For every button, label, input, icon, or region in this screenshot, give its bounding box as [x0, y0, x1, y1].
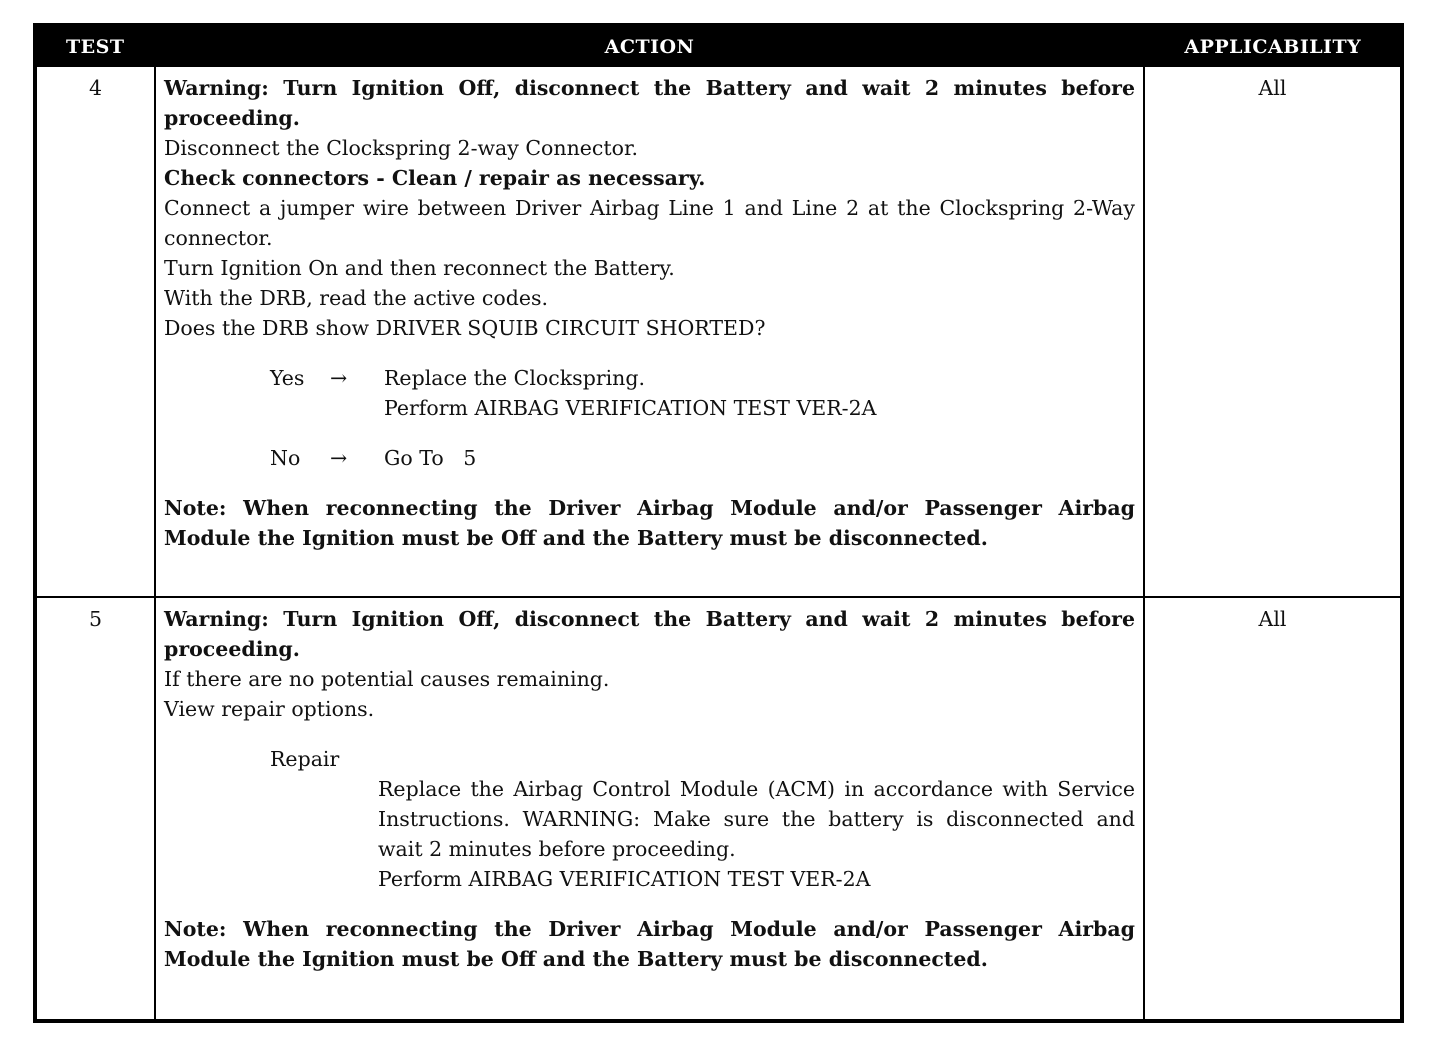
- action-line: With the DRB, read the active codes.: [164, 286, 549, 310]
- header-action: ACTION: [155, 25, 1144, 67]
- action-cell: [155, 67, 1144, 597]
- action-line: If there are no potential causes remaining.: [164, 667, 610, 691]
- action-line: Does the DRB show DRIVER SQUIB CIRCUIT SHORTED?: [164, 316, 766, 340]
- applicability-value: All: [1144, 597, 1402, 1021]
- check-text: Check connectors - Clean / repair as necessary.: [164, 166, 706, 190]
- action-line: Turn Ignition On and then reconnect the Battery.: [164, 256, 675, 280]
- header-row: [35, 25, 1402, 67]
- warning-text: Warning: Turn Ignition Off, disconnect the Battery and wait 2 minutes before proceeding.: [164, 76, 1135, 130]
- header-test: TEST: [35, 25, 155, 67]
- no-branch: [164, 443, 1135, 473]
- arrow-icon: →: [330, 446, 348, 470]
- repair-perform: Perform AIRBAG VERIFICATION TEST VER-2A: [378, 867, 871, 891]
- no-label: No: [270, 446, 301, 470]
- yes-perform: Perform AIRBAG VERIFICATION TEST VER-2A: [384, 396, 877, 420]
- table-header: [35, 25, 1402, 67]
- repair-label: Repair: [270, 747, 340, 771]
- note-text: Note: When reconnecting the Driver Airbag Module and/or Passenger Airbag Module the Ignition must be Off and the Battery must be disconnected.: [164, 496, 1135, 550]
- note-text: Note: When reconnecting the Driver Airbag Module and/or Passenger Airbag Module the Ignition must be Off and the Battery must be disconnected.: [164, 917, 1135, 971]
- warning-text: Warning: Turn Ignition Off, disconnect the Battery and wait 2 minutes before proceeding.: [164, 607, 1135, 661]
- table-row: [35, 597, 1402, 1021]
- header-applicability: APPLICABILITY: [1144, 25, 1402, 67]
- yes-branch: [164, 363, 1135, 423]
- no-action: Go To 5: [384, 446, 477, 470]
- test-number: 4: [35, 67, 155, 597]
- table-row: [35, 67, 1402, 597]
- action-line: View repair options.: [164, 697, 375, 721]
- repair-text: Replace the Airbag Control Module (ACM) in accordance with Service Instructions. WARNING: Make sure the battery is disconnected and wait 2 minutes before proceeding.: [378, 777, 1135, 861]
- yes-action: Replace the Clockspring.: [384, 366, 646, 390]
- arrow-icon: →: [330, 366, 348, 390]
- action-line: Disconnect the Clockspring 2-way Connector.: [164, 136, 639, 160]
- action-cell: [155, 597, 1144, 1021]
- action-line: Connect a jumper wire between Driver Airbag Line 1 and Line 2 at the Clockspring 2-Way connector.: [164, 196, 1135, 250]
- applicability-value: All: [1144, 67, 1402, 597]
- yes-label: Yes: [270, 366, 305, 390]
- test-number: 5: [35, 597, 155, 1021]
- diagnostic-test-table: [33, 23, 1404, 1023]
